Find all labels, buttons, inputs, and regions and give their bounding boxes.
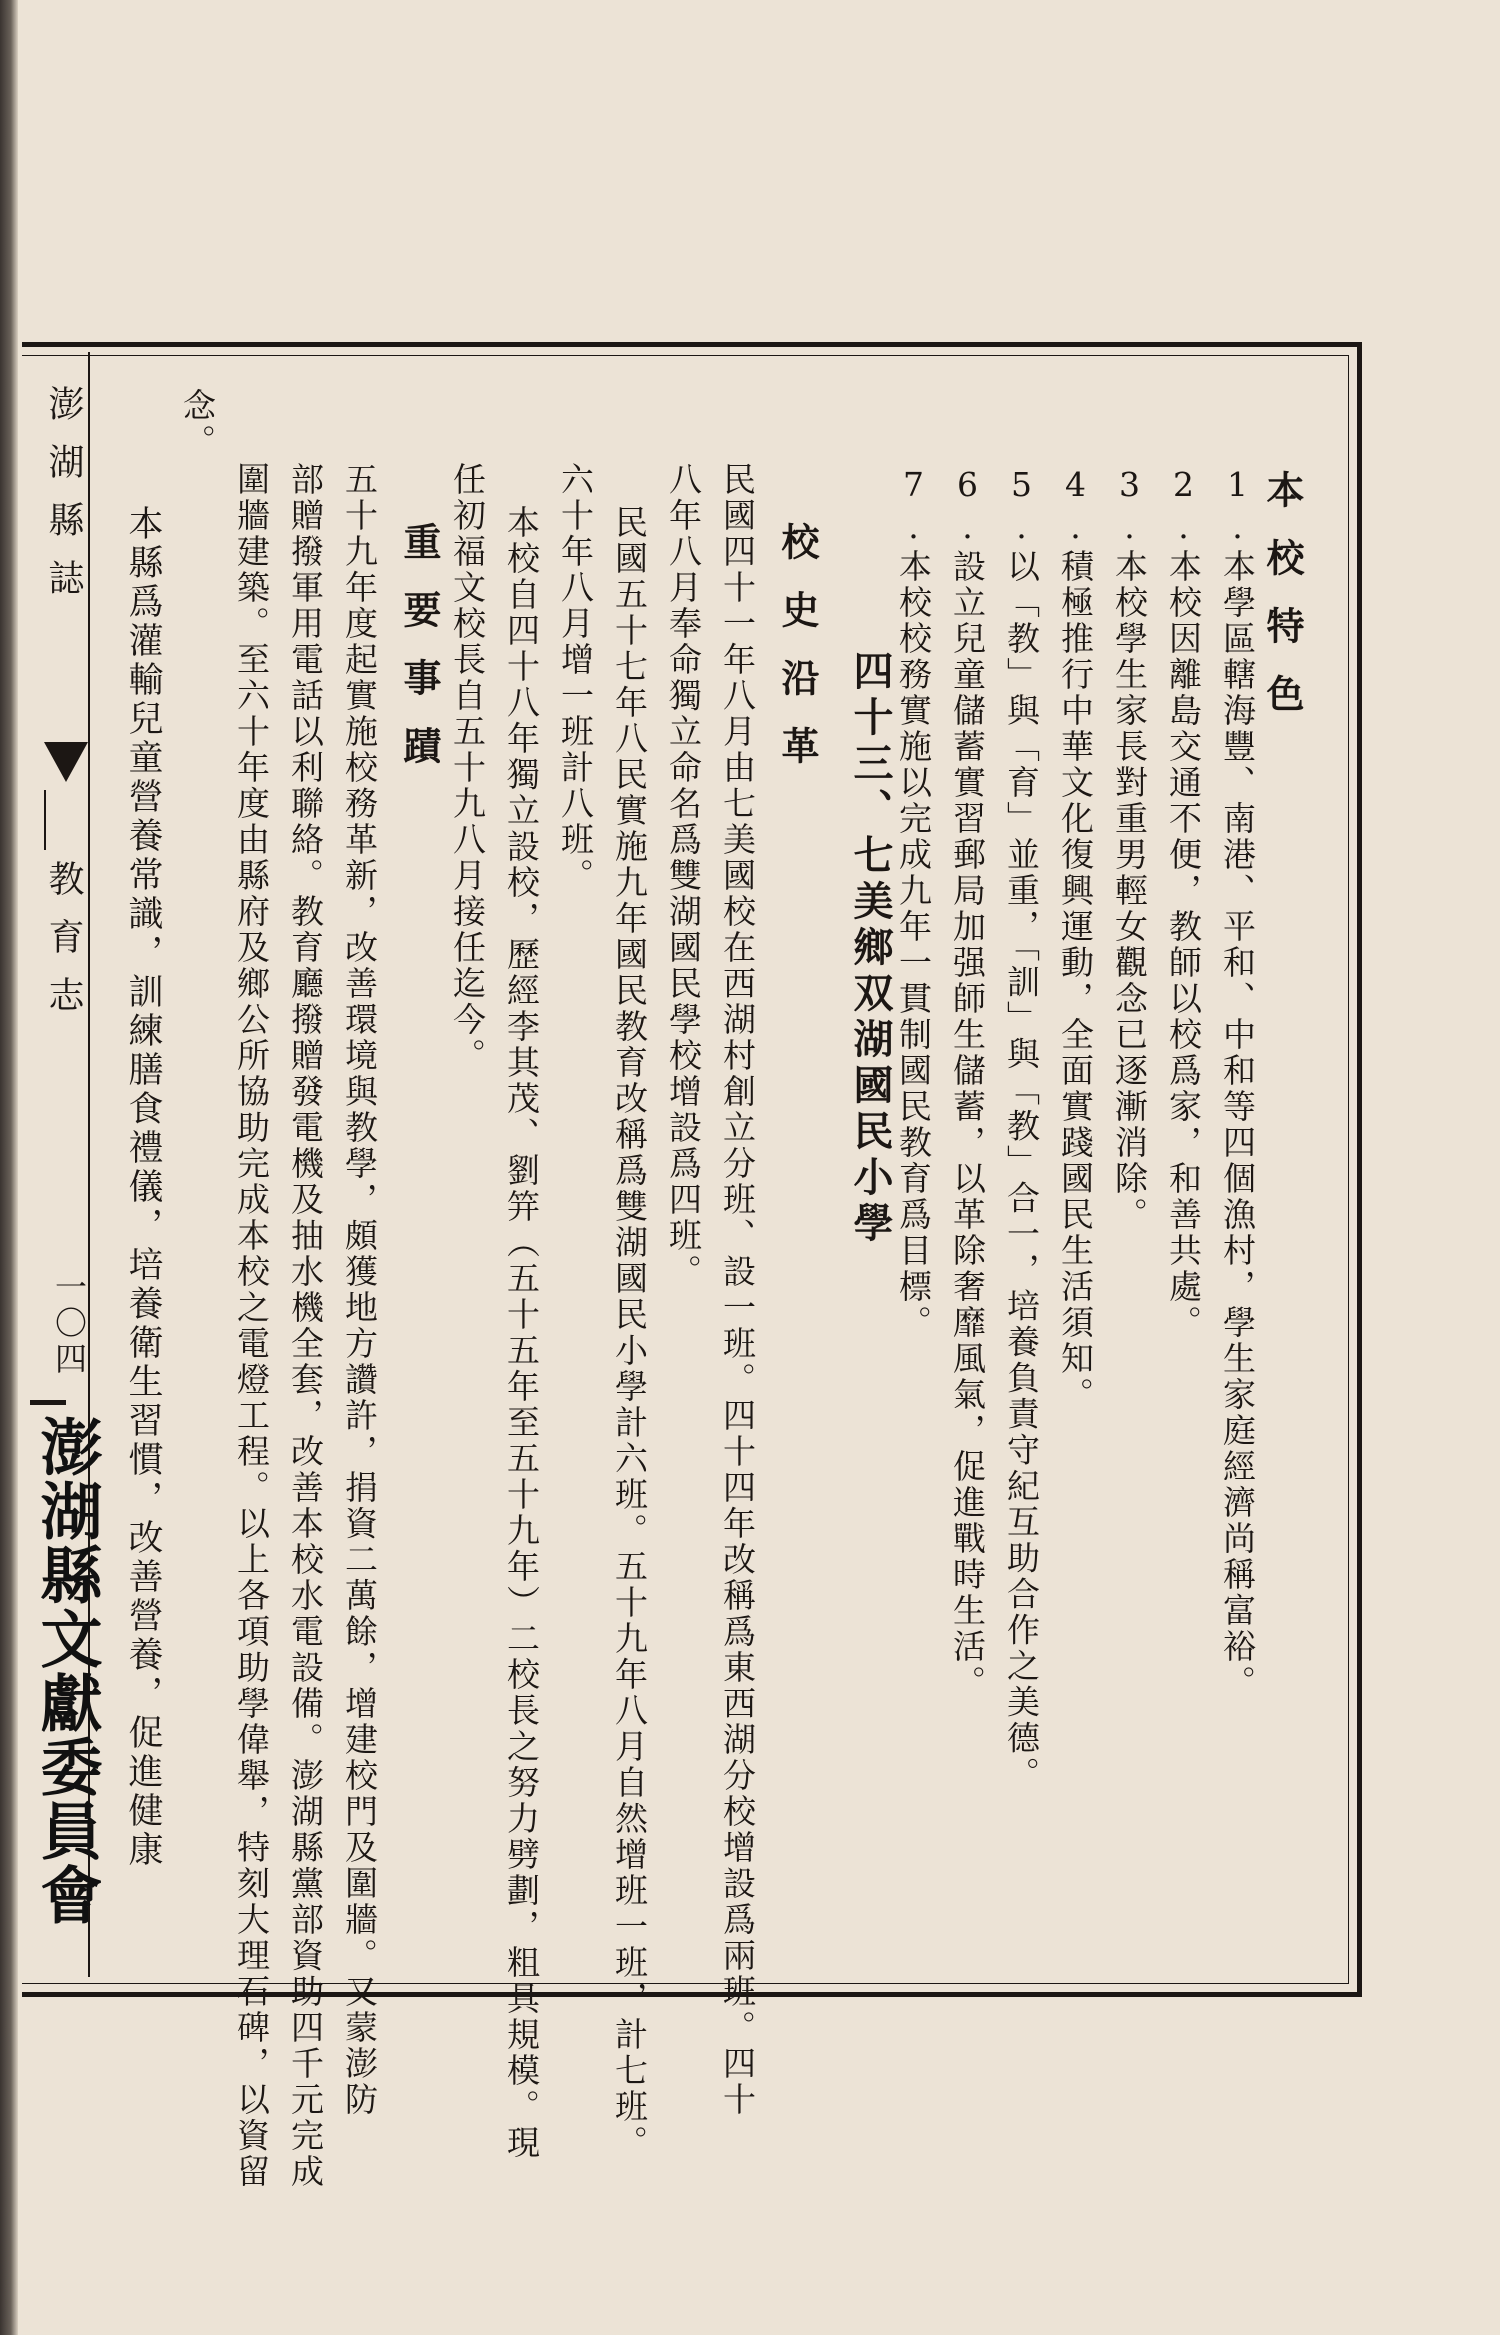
feature-number: 1. (1218, 465, 1257, 549)
achievements-heading: 重要事蹟 (397, 522, 442, 794)
page-number: 一〇四 (50, 1270, 88, 1378)
feature-number: 6. (948, 465, 987, 549)
feature-number: 4. (1056, 465, 1095, 549)
continued-paragraph: 本縣爲灌輸兒童營養常識，訓練膳食禮儀，培養衛生習慣，改善營養，促進健康 (123, 505, 163, 1870)
history-line-2: 八年八月奉命獨立命名爲雙湖國民學校增設爲四班。 (664, 462, 703, 1290)
feature-text: 本校學生家長對重男輕女觀念已逐漸消除。 (1110, 549, 1149, 1233)
feature-text: 以「教」與「育」並重，「訓」與「教」合一，培養負責守紀互助合作之美德。 (1002, 549, 1041, 1793)
feature-text: 本學區轄海豐、南港、平和、中和等四個漁村，學生家庭經濟尚稱富裕。 (1218, 549, 1257, 1701)
feature-number: 5. (1002, 465, 1041, 549)
section-title: 教育志 (43, 860, 84, 1034)
history-line-1: 民國四十一年八月由七美國校在西湖村創立分班、設一班。四十四年改稱爲東西湖分校增設爲兩班。四十 (718, 462, 757, 2118)
achievements-line-3: 圍牆建築。至六十年度由縣府及鄉公所協助完成本校之電燈工程。以上各項助學偉舉，特刻大理石碑，以資留 (232, 462, 271, 2190)
book-spine (0, 0, 18, 2335)
history-line-5: 本校自四十八年獨立設校，歷經李其茂、劉笄（五十五年至五十九年）二校長之努力劈劃，粗具規模。現 (502, 505, 541, 2161)
history-heading: 校史沿革 (775, 522, 820, 794)
feature-text: 本校校務實施以完成九年一貫制國民教育爲目標。 (894, 549, 933, 1341)
feature-item-1 (1216, 465, 1258, 1701)
feature-text: 設立兒童儲蓄實習郵局加强師生儲蓄，以革除奢靡風氣，促進戰時生活。 (948, 549, 987, 1701)
feature-item-3 (1108, 465, 1150, 1233)
separator-mark (44, 742, 88, 782)
history-line-4: 六十年八月增一班計八班。 (556, 462, 595, 894)
feature-item-5 (1000, 465, 1042, 1793)
history-line-6: 任初福文校長自五十九八月接任迄今。 (448, 462, 487, 1074)
feature-text: 本校因離島交通不便，教師以校爲家，和善共處。 (1164, 549, 1203, 1341)
publisher-name: 澎湖縣文獻委員會 (30, 1415, 103, 1927)
feature-number: 3. (1110, 465, 1149, 549)
separator-rule (44, 790, 46, 850)
feature-text: 積極推行中華文化復興運動，全面實踐國民生活須知。 (1056, 549, 1095, 1413)
feature-number: 2. (1164, 465, 1203, 549)
section-heading: 四十三、七美鄉双湖國民小學 (847, 650, 894, 1248)
achievements-line-4: 念。 (178, 388, 217, 460)
feature-item-6 (946, 465, 988, 1701)
separator-bar (30, 1400, 66, 1405)
achievements-line-2: 部贈撥軍用電話以利聯絡。教育廳撥贈發電機及抽水機全套，改善本校水電設備。澎湖縣黨部資助四千元完成 (286, 462, 325, 2190)
features-heading: 本校特色 (1260, 470, 1305, 742)
book-title: 澎湖縣誌 (43, 385, 84, 617)
achievements-line-1: 五十九年度起實施校務革新，改善環境與教學，頗獲地方讚許，捐資二萬餘，增建校門及圍牆。又蒙澎防 (340, 462, 379, 2118)
feature-item-2 (1162, 465, 1204, 1341)
feature-number: 7. (894, 465, 933, 549)
feature-item-4 (1054, 465, 1096, 1413)
history-line-3: 民國五十七年八民實施九年國民教育改稱爲雙湖國民小學計六班。五十九年八月自然增班一班，計七班。 (610, 505, 649, 2161)
